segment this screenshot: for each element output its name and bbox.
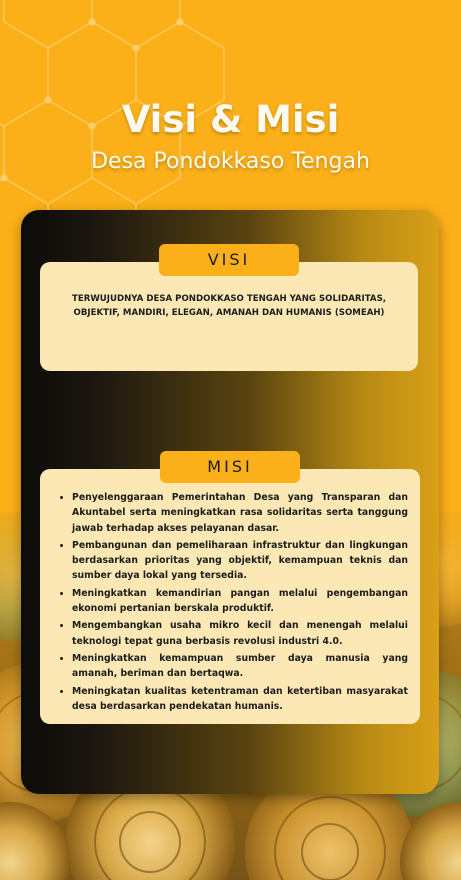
misi-item: • Penyelenggaraan Pemerintahan Desa yang Transparan dan Akuntabel serta meningkatkan rasa solidaritas serta tanggung jawab terhadap akses pelayanan dasar. (72, 490, 408, 536)
page-subtitle: Desa Pondokkaso Tengah (91, 149, 370, 174)
page-title: Visi & Misi (121, 98, 340, 141)
misi-list (60, 490, 408, 716)
visi-heading: VISI (159, 244, 299, 276)
visi-statement: TERWUJUDNYA DESA PONDOKKASO TENGAH YANG SOLIDARITAS, OBJEKTIF, MANDIRI, ELEGAN, AMANAH DAN HUMANIS (SOMEAH) (71, 294, 387, 318)
misi-item: • Meningkatkan kemandirian pangan melalui pengembangan ekonomi pertanian berskala produktif. (72, 586, 408, 617)
misi-item: • Pembangunan dan pemeliharaan infrastruktur dan lingkungan berdasarkan prioritas yang objektif, kemampuan teknis dan sumber daya lokal yang tersedia. (72, 538, 408, 584)
misi-item: • Mengembangkan usaha mikro kecil dan menengah melalui teknologi tepat guna berbasis revolusi industri 4.0. (72, 618, 408, 649)
misi-item: • Meningkatkan kemampuan sumber daya manusia yang amanah, beriman dan bertaqwa. (72, 651, 408, 682)
misi-heading: MISI (160, 451, 300, 483)
misi-item: • Meningkatan kualitas ketentraman dan ketertiban masyarakat desa berdasarkan pendekatan humanis. (72, 684, 408, 715)
